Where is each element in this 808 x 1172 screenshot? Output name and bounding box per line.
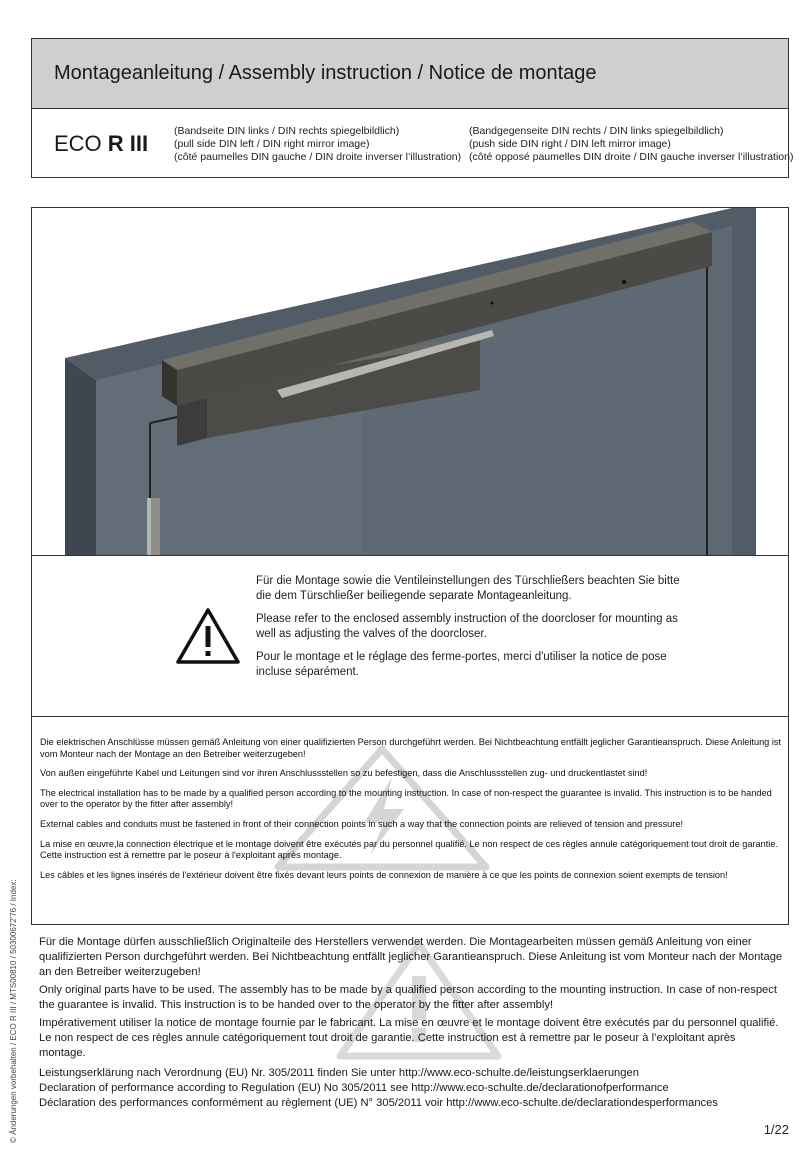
variant-push-side-de: (Bandgegenseite DIN rechts / DIN links spiegelbildlich) — [469, 125, 724, 137]
page-number: 1/22 — [763, 1122, 789, 1137]
header-title-band — [32, 39, 788, 109]
main-box — [31, 207, 789, 925]
header-box — [31, 38, 794, 178]
door-frame-side — [65, 358, 96, 555]
page-title: Montageanleitung / Assembly instruction / Notice de montage — [54, 62, 597, 84]
notice-text-en: Please refer to the enclosed assembly instruction of the doorcloser for mounting as well as adjusting the valves of the doorcloser. — [256, 613, 678, 640]
product-model: R III — [107, 131, 149, 156]
electrical-section — [32, 717, 788, 925]
electrical-text-de-1: Die elektrischen Anschlüsse müssen gemäß Anleitung von einer qualifizierten Person durchgeführt werden. Bei Nichtbeachtung entfällt jeglicher Garantieanspruch. Diese Anleitung ist vom Monteur nach der Montage an den Betreiber weiterzugeben! — [40, 737, 782, 759]
electrical-text-de-2: Von außen eingeführte Kabel und Leitungen sind vor ihren Anschlussstellen so zu befestigen, dass die Anschlussstellen zug- und druckentlastet sind! — [40, 768, 648, 779]
original-parts-fr: Impérativement utiliser la notice de montage fournie par le fabricant. La mise en œuvre et le montage doivent être exécutés par du personnel qualifié. Le non respect de ces règles annule catégoriquement tout droit de garantie. Cette instruction est à remettre par le poseur à l’exploitant après montage. — [39, 1017, 779, 1059]
notice-text-de: Für die Montage sowie die Ventileinstellungen des Türschließers beachten Sie bitte die dem Türschließer beiliegende separate Montageanleitung. — [256, 575, 680, 602]
variant-pull-side — [174, 125, 461, 164]
original-parts-en: Only original parts have to be used. The assembly has to be made by a qualified person according to the mounting instruction. In case of non-respect the guarantee is invalid. This instruction is to be handed over to the operator by the fitter after assembly! — [39, 984, 777, 1011]
electrical-text-fr-1: La mise en œuvre,la connection électrique et le montage doivent être exécutés par du personnel qualifié. Le non respect de ces règles annule catégoriquement tout droit de garantie. Cette instruction est à remettre par le poseur à l'exploitant après montage. — [40, 838, 779, 861]
declaration-en: Declaration of performance according to Regulation (EU) No 305/2011 see http://www.eco-schulte.de/declarationofperformance — [39, 1082, 669, 1094]
variant-pull-side-de: (Bandseite DIN links / DIN rechts spiegelbildlich) — [174, 125, 400, 137]
electrical-text-fr-2: Les câbles et les lignes insérés de l'extérieur doivent être fixés devant leurs points de connexion de manière à ce que les points de connexion soient exempts de tension! — [40, 869, 728, 880]
declaration-de: Leistungserklärung nach Verordnung (EU) Nr. 305/2011 finden Sie unter http://www.eco-schulte.de/leistungserklaerungen — [39, 1067, 639, 1079]
hinge-highlight — [147, 498, 151, 555]
electrical-text-en-1: The electrical installation has to be made by a qualified person according to the mounting instruction. In case of non-respect the guarantee is invalid. This instruction is to be handed over to the operator by the fitter after assembly! — [40, 787, 772, 810]
header-subrow — [32, 109, 794, 179]
variant-push-side-fr: (côté opposé paumelles DIN droite / DIN gauche inverser l’illustration) — [469, 151, 794, 163]
variant-pull-side-en: (pull side DIN left / DIN right mirror image) — [174, 138, 370, 150]
door-closer-illustration — [32, 208, 788, 555]
product-name — [54, 131, 148, 157]
electrical-text-en-2: External cables and conduits must be fastened in front of their connection points in such a way that the connection points are relieved of tension and pressure! — [40, 818, 684, 829]
side-note: © Änderungen vorbehalten / ECO R III / MTS00810 / 50300672'76 / Index: — [9, 879, 18, 1143]
declaration-fr: Déclaration des performances conformément au règlement (UE) N° 305/2011 voir http://www.eco-schulte.de/declarationdesperformances — [39, 1097, 718, 1109]
original-parts-de: Für die Montage dürfen ausschließlich Originalteile des Herstellers verwendet werden. Die Montagearbeiten müssen gemäß Anleitung von einer qualifizierten Person durchgeführt werden. Bei Nichtbeachtung entfällt jeglicher Garantieanspruch. Diese Anleitung ist vom Monteur nach der Montage an den Betreiber weiterzugeben! — [39, 936, 783, 978]
notice-text-fr: Pour le montage et le réglage des ferme-portes, merci d'utiliser la notice de pose incluse séparément. — [256, 651, 667, 678]
warning-triangle-icon — [175, 607, 241, 665]
rail-screw — [622, 280, 626, 284]
notice-section — [32, 555, 788, 717]
variant-push-side-en: (push side DIN right / DIN left mirror image) — [469, 138, 671, 150]
electrical-text — [40, 737, 782, 889]
rail-screw-2 — [491, 302, 494, 305]
product-prefix: ECO — [54, 131, 108, 156]
notice-text — [256, 574, 696, 688]
variant-push-side — [469, 125, 793, 164]
declaration-block — [39, 1066, 784, 1111]
door-closer-drawing — [32, 208, 788, 555]
variant-pull-side-fr: (côté paumelles DIN gauche / DIN droite inverser l’illustration) — [174, 151, 462, 163]
original-parts-text — [39, 935, 784, 1111]
